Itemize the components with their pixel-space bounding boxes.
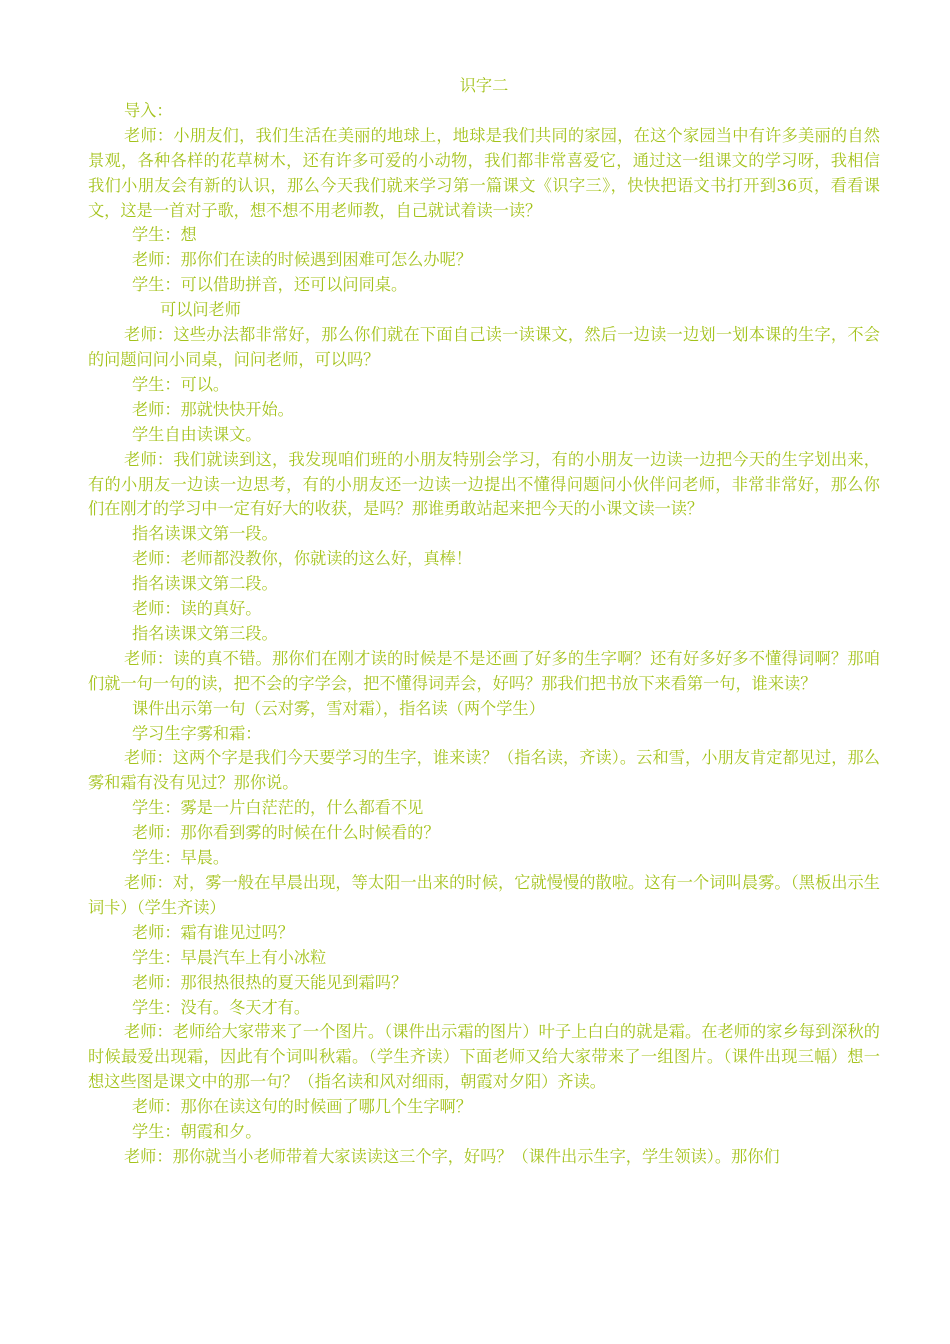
paragraph: 学生：朝霞和夕。	[132, 1122, 262, 1142]
paragraph: 课件出示第一句（云对雾，雪对霜），指名读（两个学生）	[132, 698, 545, 718]
paragraph: 老师：那你看到雾的时候在什么时候看的？	[132, 823, 440, 843]
paragraph: 老师：读的真好。	[132, 599, 262, 619]
paragraph: 学生自由读课文。	[132, 424, 262, 444]
paragraph: 老师：这些办法都非常好，那么你们就在下面自己读一读课文，然后一边读一边划一划本课的生字，不会的问题问问小同桌，问问老师，可以吗？	[88, 325, 880, 369]
paragraph: 学生：雾是一片白茫茫的，什么都看不见	[132, 798, 424, 818]
paragraph: 导入：	[124, 100, 173, 120]
paragraph: 老师：对，雾一般在早晨出现，等太阳一出来的时候，它就慢慢的散啦。这有一个词叫晨雾。（黑板出示生词卡）（学生齐读）	[88, 873, 880, 917]
paragraph: 学生：早晨。	[132, 848, 230, 868]
paragraph: 老师：霜有谁见过吗？	[132, 922, 294, 942]
document-body	[88, 99, 880, 1170]
paragraph: 学生：早晨汽车上有小冰粒	[132, 947, 327, 967]
paragraph: 学生：想	[132, 225, 197, 245]
paragraph: 老师：那你在读这句的时候画了哪几个生字啊？	[132, 1097, 472, 1117]
paragraph: 可以问老师	[160, 300, 241, 320]
document-title: 识字二	[459, 76, 509, 95]
paragraph: 老师：读的真不错。那你们在刚才读的时候是不是还画了好多的生字啊？还有好多好多不懂得词啊？那咱们就一句一句的读，把不会的字学会，把不懂得词弄会，好吗？那我们把书放下来看第一句，谁来读？	[88, 648, 880, 693]
paragraph: 老师：老师给大家带来了一个图片。（课件出示霜的图片）叶子上白白的就是霜。在老师的家乡每到深秋的时候最爱出现霜，因此有个词叫秋霜。（学生齐读）下面老师又给大家带来了一组图片。（课件出现三幅）想一想这些图是课文中的那一句？（指名读和风对细雨，朝霞对夕阳）齐读。	[88, 1022, 880, 1092]
paragraph: 指名读课文第二段。	[132, 574, 278, 594]
paragraph: 老师：那你们在读的时候遇到困难可怎么办呢？	[132, 250, 472, 270]
paragraph: 老师：那就快快开始。	[132, 399, 294, 419]
paragraph: 指名读课文第一段。	[132, 524, 278, 544]
paragraph: 老师：这两个字是我们今天要学习的生字，谁来读？（指名读，齐读）。云和雪，小朋友肯定都见过，那么雾和霜有没有见过？那你说。	[88, 748, 880, 793]
paragraph: 指名读课文第三段。	[132, 623, 278, 643]
paragraph: 学生：没有。冬天才有。	[132, 997, 311, 1017]
paragraph: 学生：可以借助拼音，还可以问同桌。	[132, 275, 408, 295]
document-page	[88, 74, 880, 1170]
paragraph: 学生：可以。	[132, 374, 230, 394]
paragraph: 老师：那很热很热的夏天能见到霜吗？	[132, 972, 408, 992]
paragraph: 学习生字雾和霜：	[132, 723, 262, 743]
paragraph: 老师：我们就读到这，我发现咱们班的小朋友特别会学习，有的小朋友一边读一边把今天的生字划出来，有的小朋友一边读一边思考，有的小朋友还一边读一边提出不懂得问题问小伙伴问老师，非常非常好，那么你们在刚才的学习中一定有好大的收获，是吗？那谁勇敢站起来把今天的小课文读一读？	[88, 449, 880, 519]
paragraph: 老师：小朋友们，我们生活在美丽的地球上，地球是我们共同的家园，在这个家园当中有许多美丽的自然景观，各种各样的花草树木，还有许多可爱的小动物，我们都非常喜爱它，通过这一组课文的学习呀，我相信我们小朋友会有新的认识，那么今天我们就来学习第一篇课文《识字三》，快快把语文书打开到36页，看看课文，这是一首对子歌，想不想不用老师教，自己就试着读一读？	[88, 125, 880, 220]
paragraph: 老师：那你就当小老师带着大家读读这三个字，好吗？（课件出示生字，学生领读）。那你们	[124, 1146, 780, 1166]
paragraph: 老师：老师都没教你，你就读的这么好，真棒！	[132, 549, 472, 569]
